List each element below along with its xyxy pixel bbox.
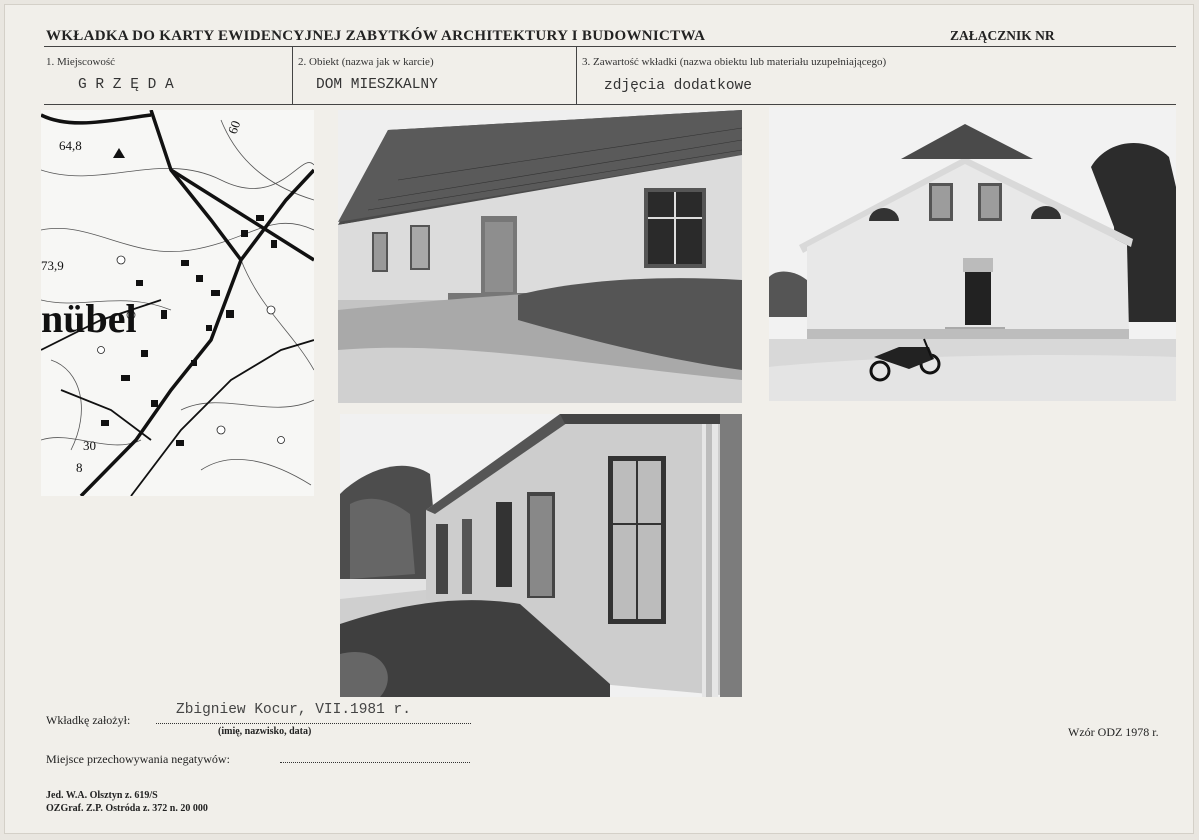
photo-side-wall (340, 414, 742, 697)
map-label-height-2: 73,9 (41, 258, 64, 273)
print-info-1: Jed. W.A. Olsztyn z. 619/S (46, 790, 158, 801)
locality-label: 1. Miejscowość (46, 56, 116, 68)
map-label-contour: 60 (224, 118, 244, 136)
field-divider-2 (576, 47, 577, 104)
map-label-number-2: 8 (76, 460, 83, 475)
contents-label: 3. Zawartość wkładki (nazwa obiektu lub materiału uzupełniającego) (582, 56, 887, 68)
sheet-title: WKŁADKA DO KARTY EWIDENCYJNEJ ZABYTKÓW ARCHITEKTURY I BUDOWNICTWA (46, 28, 706, 44)
object-value: DOM MIESZKALNY (316, 77, 438, 93)
author-value: Zbigniew Kocur, VII.1981 r. (176, 702, 411, 718)
annex-label: ZAŁĄCZNIK NR (950, 28, 1055, 43)
header-rule-bottom (44, 104, 1176, 105)
negatives-dotted-line (280, 762, 470, 763)
map-place-name: nübel (41, 296, 137, 341)
map-fragment (41, 110, 314, 496)
field-divider-1 (292, 47, 293, 104)
map-label-number-1: 30 (83, 438, 96, 453)
negatives-label: Miejsce przechowywania negatywów: (46, 752, 230, 766)
locality-value: G R Z Ę D A (78, 77, 174, 93)
print-info-2: OZGraf. Z.P. Ostróda z. 372 n. 20 000 (46, 803, 208, 814)
author-label: Wkładkę założył: (46, 713, 131, 727)
survey-triangle-icon (113, 148, 125, 158)
form-version: Wzór ODZ 1978 r. (1068, 725, 1159, 739)
photo-gable-facade (769, 107, 1176, 401)
object-label: 2. Obiekt (nazwa jak w karcie) (298, 56, 434, 68)
photo-house-front (338, 110, 742, 403)
contents-value: zdjęcia dodatkowe (604, 78, 752, 94)
header-rule-top (44, 46, 1176, 47)
map-label-height-1: 64,8 (59, 138, 82, 153)
author-dotted-line (156, 723, 471, 724)
author-hint: (imię, nazwisko, data) (218, 726, 312, 737)
map-drawing (41, 110, 314, 496)
